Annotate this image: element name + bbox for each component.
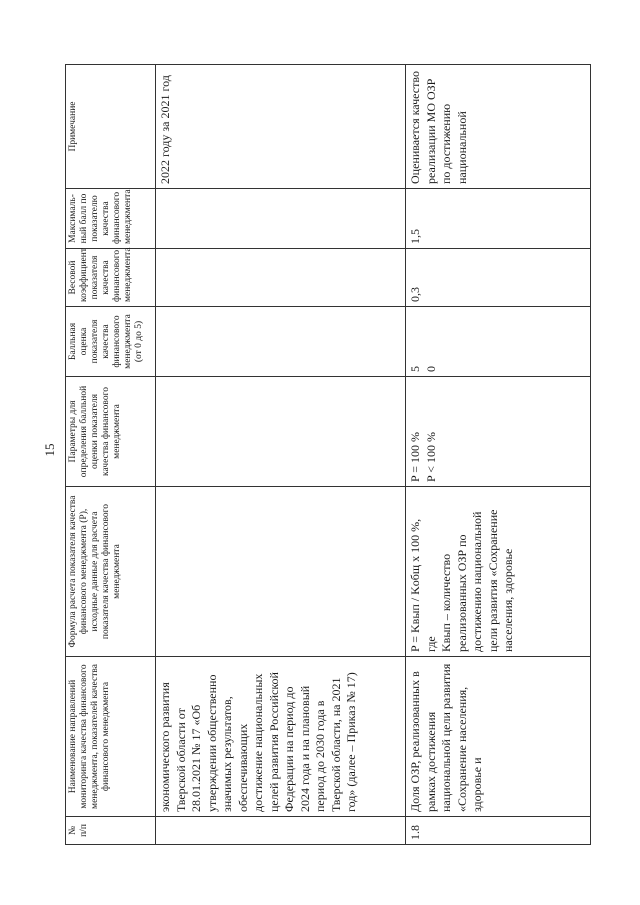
header-note: Примечание bbox=[66, 65, 156, 189]
page-number: 15 bbox=[42, 443, 57, 457]
param-full: P = 100 % bbox=[408, 432, 422, 482]
cell-weight: 0,3 bbox=[406, 249, 591, 307]
table-header-row bbox=[66, 65, 156, 845]
header-weight: Весовой коэффициент показателя качества финансового менеджмента bbox=[66, 249, 156, 307]
score-full: 5 bbox=[408, 366, 422, 372]
cell-params bbox=[156, 377, 406, 487]
cell-score bbox=[406, 307, 591, 377]
cell-note: Оценивается качество реализации МО ОЗР по достижению национальной bbox=[406, 65, 591, 189]
header-num: № п/п bbox=[66, 817, 156, 845]
cell-max bbox=[156, 189, 406, 249]
score-partial: 0 bbox=[423, 366, 438, 372]
cell-params bbox=[406, 377, 591, 487]
cell-weight bbox=[156, 249, 406, 307]
cell-name: экономического развития Тверской области от 28.01.2021 № 17 «Об утверждении общественно значимых результатов, обеспечивающих достижение национальных целей развития Российской Федерации на период до 2024 года и на плановый период до 2030 года в Тверской области, на 2021 год» (далее – Приказ № 17) bbox=[156, 657, 406, 817]
cell-name: Доля ОЗР, реализованных в рамках достижения национальной цели развития «Сохранение населения, здоровье и bbox=[406, 657, 591, 817]
formula-desc: Kвып – количество реализованных ОЗР по достижению национальной цели развития «Сохранение населения, здоровье bbox=[439, 509, 515, 652]
table-row bbox=[156, 65, 406, 845]
formula-main: P = Kвып / Kобщ x 100 %, bbox=[408, 518, 422, 652]
param-partial: P < 100 % bbox=[423, 432, 438, 482]
cell-formula bbox=[406, 487, 591, 657]
header-max: Максималь-ный балл по показателю качества финансового менеджмента bbox=[66, 189, 156, 249]
header-formula: Формула расчета показателя качества финансового менеджмента (P), исходные данные для расчета показателя качества финансового менеджмента bbox=[66, 487, 156, 657]
cell-score bbox=[156, 307, 406, 377]
header-score: Балльная оценка показателя качества финансового менеджмента (от 0 до 5) bbox=[66, 307, 156, 377]
header-name: Наименование направлений мониторинга качества финансового менеджмента, показателей качества финансового менеджмента bbox=[66, 657, 156, 817]
cell-formula bbox=[156, 487, 406, 657]
cell-num bbox=[156, 817, 406, 845]
header-params: Параметры для определения балльной оценки показателя качества финансового менеджмента bbox=[66, 377, 156, 487]
table-row bbox=[406, 65, 591, 845]
cell-note: 2022 году за 2021 год bbox=[156, 65, 406, 189]
cell-max: 1,5 bbox=[406, 189, 591, 249]
quality-indicators-table bbox=[65, 64, 591, 845]
table-container bbox=[65, 65, 590, 845]
formula-where: где bbox=[423, 636, 438, 652]
cell-num: 1.8 bbox=[406, 817, 591, 845]
